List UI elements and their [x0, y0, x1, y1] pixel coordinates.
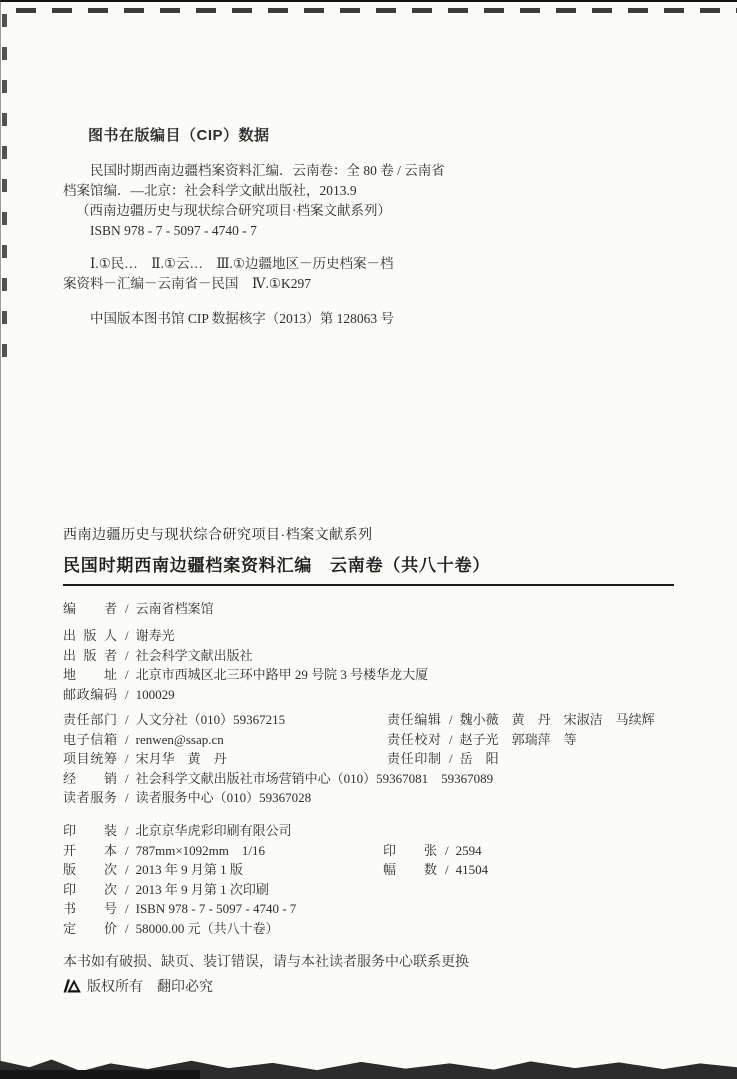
- cip-line: 档案馆编．—北京：社会科学文献出版社，2013.9: [63, 183, 357, 198]
- row-label: 地址: [63, 667, 117, 683]
- print-right-column: [383, 841, 488, 880]
- separator: /: [125, 628, 129, 643]
- row-value: 赵子光 郭瑞萍 等: [459, 731, 577, 747]
- row-label: 版次: [63, 862, 117, 878]
- row-value: 58000.00 元（共八十卷）: [135, 920, 279, 936]
- publisher-row: [63, 685, 674, 705]
- separator: /: [125, 901, 129, 917]
- print-row: [63, 880, 703, 900]
- separator: /: [449, 751, 453, 767]
- separator: /: [125, 731, 129, 747]
- row-label: 印次: [63, 881, 117, 897]
- cip-isbn-line: ISBN 978 - 7 - 5097 - 4740 - 7: [90, 223, 257, 238]
- row-value: 787mm×1092mm 1/16: [135, 842, 266, 858]
- staff-row: [63, 788, 703, 808]
- staff-block: [63, 710, 703, 808]
- print-row: [63, 919, 703, 939]
- scan-edge-left: [0, 0, 1, 1079]
- row-value: 谢寿光: [135, 628, 175, 643]
- separator: /: [125, 823, 129, 838]
- cip-block: [63, 126, 493, 329]
- row-label: 经销: [63, 770, 117, 786]
- row-value: 2013 年 9 月第 1 次印刷: [135, 881, 269, 897]
- separator: /: [445, 862, 449, 878]
- row-value: 社会科学文献出版社市场营销中心（010）59367081 59367089: [135, 770, 494, 786]
- series-name: 西南边疆历史与现状综合研究项目·档案文献系列: [63, 526, 373, 542]
- publisher-row: [63, 646, 674, 666]
- row-label: 印张: [383, 842, 437, 858]
- staff-row: [387, 730, 655, 750]
- book-title: 民国时期西南边疆档案资料汇编 云南卷（共八十卷）: [63, 556, 491, 575]
- separator: /: [125, 751, 129, 767]
- row-label: 书号: [63, 901, 117, 917]
- cip-class-line: 案资料－汇编－云南省－民国 Ⅳ.①K297: [63, 276, 311, 291]
- separator: /: [125, 601, 129, 616]
- row-value: 北京市西城区北三环中路甲 29 号院 3 号楼华龙大厦: [135, 667, 429, 683]
- row-label: 出版人: [63, 628, 117, 643]
- row-value: ISBN 978 - 7 - 5097 - 4740 - 7: [135, 901, 297, 917]
- row-value: 人文分社（010）59367215: [135, 712, 286, 727]
- row-label: 幅数: [383, 862, 437, 878]
- copyright-row: [63, 976, 623, 996]
- separator: /: [125, 667, 129, 683]
- separator: /: [125, 712, 129, 727]
- separator: /: [125, 862, 129, 878]
- staff-row: [387, 710, 655, 730]
- row-value: 2013 年 9 月第 1 版: [135, 862, 243, 878]
- damage-notice: 本书如有破损、缺页、装订错误，请与本社读者服务中心联系更换: [63, 953, 469, 969]
- row-value: 云南省档案馆: [135, 601, 214, 616]
- separator: /: [125, 686, 129, 702]
- cip-line: （西南边疆历史与现状综合研究项目·档案文献系列）: [76, 203, 391, 218]
- row-label: 定价: [63, 920, 117, 936]
- row-label: 责任印制: [387, 751, 441, 767]
- staff-right-column: [387, 710, 655, 769]
- scan-dashes-top: [16, 8, 737, 13]
- cip-header: 图书在版编目（CIP）数据: [88, 127, 270, 144]
- separator: /: [449, 712, 453, 727]
- publisher-row: [63, 626, 674, 646]
- print-row: [63, 899, 703, 919]
- separator: /: [445, 842, 449, 858]
- editor-row: [63, 599, 674, 619]
- print-row: [63, 821, 703, 841]
- separator: /: [125, 881, 129, 897]
- print-row: [383, 841, 488, 861]
- row-value: 宋月华 黄 丹: [135, 751, 227, 767]
- print-block: [63, 821, 703, 939]
- separator: /: [125, 920, 129, 936]
- row-value: 岳 阳: [459, 751, 499, 767]
- print-row: [383, 860, 488, 880]
- row-label: 读者服务: [63, 790, 117, 806]
- row-value: 读者服务中心（010）59367028: [135, 790, 312, 806]
- scan-edge-bottom-left: [0, 1070, 200, 1079]
- scan-edge-top: [0, 0, 737, 2]
- staff-row: [387, 749, 655, 769]
- separator: /: [125, 790, 129, 806]
- publisher-block: [63, 626, 674, 704]
- title-block: [63, 524, 674, 619]
- separator: /: [125, 647, 129, 663]
- row-value: 2594: [455, 842, 482, 858]
- row-value: 魏小薇 黄 丹 宋淑洁 马续辉: [459, 712, 655, 727]
- separator: /: [125, 770, 129, 786]
- title-rule: [63, 584, 674, 586]
- row-value: 北京京华虎彩印刷有限公司: [135, 823, 292, 838]
- row-label: 责任校对: [387, 731, 441, 747]
- row-label: 责任部门: [63, 712, 117, 727]
- row-label: 出版者: [63, 647, 117, 663]
- row-label: 编者: [63, 601, 117, 616]
- publisher-row: [63, 665, 674, 685]
- row-value: 41504: [455, 862, 489, 878]
- separator: /: [125, 842, 129, 858]
- scan-dashes-left: [2, 14, 7, 364]
- row-label: 邮政编码: [63, 686, 117, 702]
- row-value: 社会科学文献出版社: [135, 647, 253, 663]
- row-label: 开本: [63, 842, 117, 858]
- copyright-statement: 版权所有 翻印必究: [87, 978, 213, 994]
- row-value: renwen@ssap.cn: [135, 731, 224, 747]
- row-label: 电子信箱: [63, 731, 117, 747]
- row-label: 责任编辑: [387, 712, 441, 727]
- row-label: 印装: [63, 823, 117, 838]
- row-value: 100029: [135, 686, 175, 702]
- row-label: 项目统筹: [63, 751, 117, 767]
- anti-piracy-logo-icon: [63, 979, 81, 993]
- cip-record-line: 中国版本图书馆 CIP 数据核字（2013）第 128063 号: [90, 311, 395, 326]
- footer-block: [63, 951, 623, 996]
- separator: /: [449, 731, 453, 747]
- staff-row: [63, 769, 703, 789]
- cip-line: 民国时期西南边疆档案资料汇编．云南卷：全 80 卷 / 云南省: [90, 163, 445, 178]
- cip-class-line: Ⅰ.①民… Ⅱ.①云… Ⅲ.①边疆地区－历史档案－档: [90, 256, 394, 271]
